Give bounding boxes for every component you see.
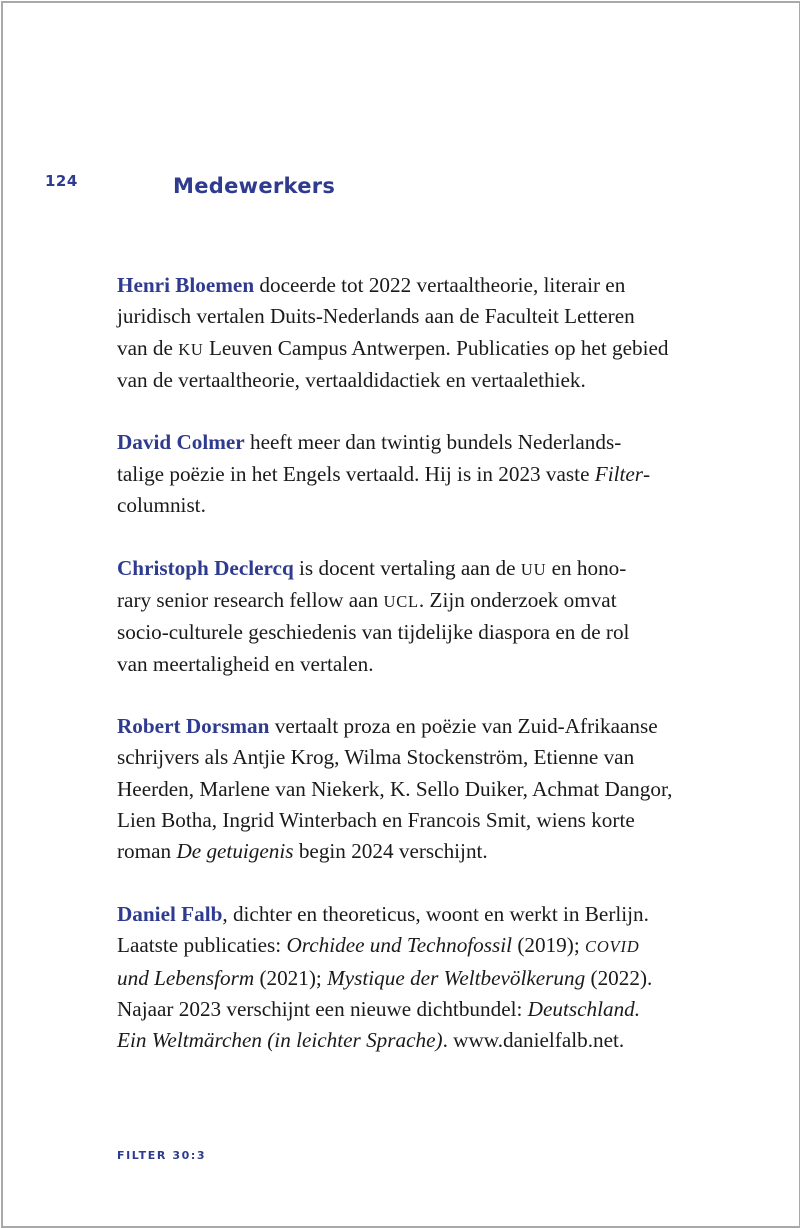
journal-name: Filter [594, 461, 644, 486]
contributor-name: Daniel Falb [117, 901, 223, 926]
bio-david-colmer: David Colmer heeft meer dan twintig bundels Nederlands- talige poëzie in het Engels vertaald. Hij is in 2023 vaste Filter- columnist. [117, 430, 651, 518]
bio-robert-dorsman: Robert Dorsman vertaalt proza en poëzie van Zuid-Afrikaanse schrijvers als Antjie Krog, Wilma Stockenström, Etienne van Heerden, Marlene van Niekerk, K. Sello Duiker, Achmat Dangor, Lien Botha, Ingrid Winterbach en Francois Smit, wiens korte roman De getuigenis begin 2024 verschijnt. [117, 714, 673, 864]
book-title: Deutschland. [527, 996, 641, 1021]
book-title: Ein Weltmärchen (in leichter Sprache) [117, 1028, 443, 1053]
book-title: Mystique der Weltbevölkerung [327, 965, 586, 990]
contributor-name: Christoph Declercq [117, 555, 294, 580]
section-title: Medewerkers [173, 174, 336, 198]
bio-christoph-declercq: Christoph Declercq is docent vertaling aan de UU en hono- rary senior research fellow aan UCL. Zijn onderzoek omvat socio-culturele geschiedenis van tijdelijke diaspora en de rol van meertaligheid en vertalen. [117, 555, 630, 676]
bio-henri-bloemen: Henri Bloemen doceerde tot 2022 vertaaltheorie, literair en juridisch vertalen Duits-Nederlands aan de Faculteit Letteren van de KU Leuven Campus Antwerpen. Publicaties op het gebied van de vertaaltheorie, vertaaldidactiek en vertaalethiek. [117, 273, 669, 392]
book-title: und Lebensform [117, 965, 255, 990]
bio-daniel-falb: Daniel Falb, dichter en theoreticus, woont en werkt in Berlijn. Laatste publicaties: Orchidee und Technofossil (2019); COVID und Lebensform (2021); Mystique der Weltbevölkerung (2022). Najaar 2023 verschijnt een nieuwe dichtbundel: Deutschland. Ein Weltmärchen (in leichter Sprache). www.danielfalb.net. [117, 901, 653, 1053]
journal-footer: FILTER 30:3 [117, 1149, 207, 1162]
abbreviation-ucl: UCL [383, 591, 419, 611]
contributor-name: David Colmer [117, 430, 245, 455]
contributor-name: Robert Dorsman [117, 714, 270, 739]
abbreviation-covid: COVID [585, 937, 640, 957]
abbreviation-uu: UU [520, 559, 547, 579]
book-title: Orchidee und Technofossil [286, 933, 513, 958]
page-number: 124 [45, 172, 78, 190]
contributors-list [117, 270, 697, 1088]
page [1, 1, 800, 1228]
contributor-name: Henri Bloemen [117, 273, 255, 297]
book-title: De getuigenis [176, 839, 294, 864]
website-text: . www.danielfalb.net. [442, 1028, 625, 1053]
abbreviation-ku: KU [178, 339, 204, 359]
